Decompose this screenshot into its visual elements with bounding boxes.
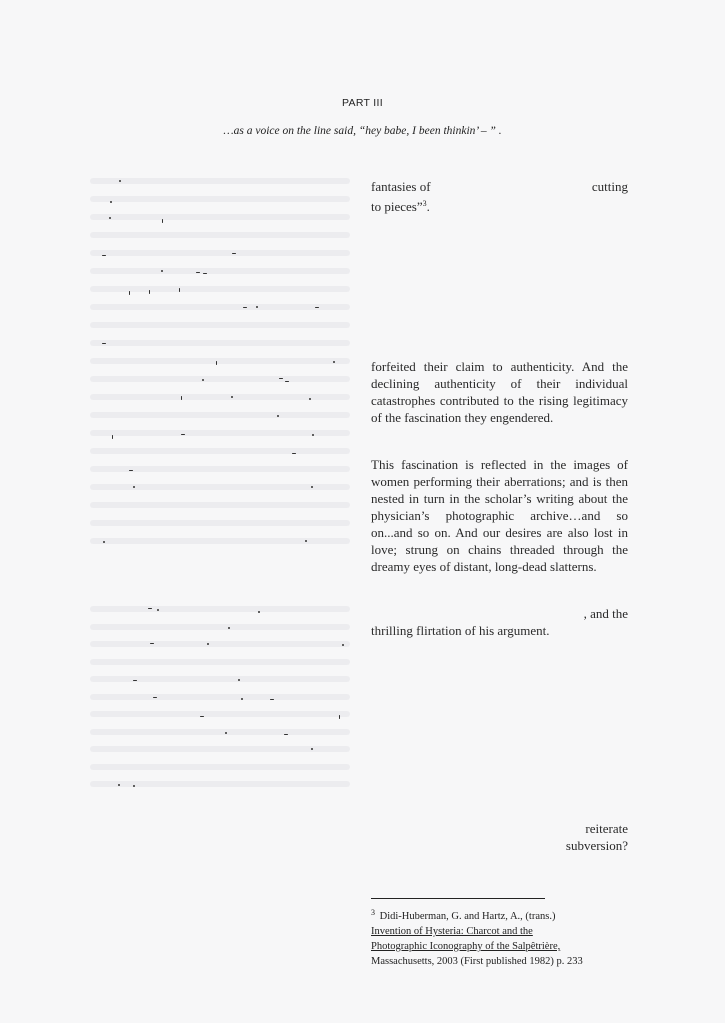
erased-text-block-lower: [90, 600, 350, 800]
erased-line: [90, 232, 350, 238]
residual-ink-speck: [133, 486, 135, 488]
footnote-divider: [371, 898, 545, 899]
part-title: PART III: [342, 97, 383, 109]
fascination-paragraph: This fascination is reflected in the images of women performing their aberrations; and is then nested in turn in the scholar’s writing about the physician’s photographic archive…and so on...and so on. And our desires are also lost in love; strung on chains threaded through the dreamy eyes of distant, long-dead slatterns.: [371, 457, 628, 574]
residual-ink-speck: [284, 734, 288, 735]
residual-ink-speck: [231, 396, 233, 398]
residual-ink-speck: [149, 290, 150, 294]
forfeited-paragraph: forfeited their claim to authenticity. And the declining authenticity of their individual catastrophes contributed to the rising legitimacy of the fascination they engendered.: [371, 359, 628, 425]
residual-ink-speck: [279, 378, 283, 379]
residual-ink-speck: [179, 288, 180, 292]
erased-line: [90, 376, 350, 382]
footnote-publication: Massachusetts, 2003 (First published 1982) p. 233: [371, 956, 583, 967]
residual-ink-speck: [109, 217, 111, 219]
residual-ink-speck: [150, 643, 154, 644]
erased-line: [90, 466, 350, 472]
residual-ink-speck: [181, 396, 182, 400]
cutting-word: cutting: [591, 179, 628, 194]
erased-line: [90, 676, 350, 682]
erased-line: [90, 304, 350, 310]
residual-ink-speck: [342, 644, 344, 646]
erased-line: [90, 659, 350, 665]
footnote-title-line2: Photographic Iconography of the Salpêtrière,: [371, 941, 561, 952]
footnote-title-line1: Invention of Hysteria: Charcot and the: [371, 926, 533, 937]
erased-line: [90, 178, 350, 184]
residual-ink-speck: [133, 680, 137, 681]
pieces-period: .: [426, 199, 430, 214]
erased-line: [90, 624, 350, 630]
residual-ink-speck: [202, 379, 204, 381]
residual-ink-speck: [129, 470, 133, 471]
subversion-word: subversion?: [565, 838, 628, 853]
erased-line: [90, 340, 350, 346]
residual-ink-speck: [161, 270, 163, 272]
residual-ink-speck: [225, 732, 227, 734]
erased-line: [90, 412, 350, 418]
residual-ink-speck: [119, 180, 121, 182]
erased-line: [90, 430, 350, 436]
erased-line: [90, 694, 350, 700]
erased-line: [90, 322, 350, 328]
residual-ink-speck: [216, 361, 217, 365]
residual-ink-speck: [277, 415, 279, 417]
erased-text-block-upper: [90, 172, 350, 554]
residual-ink-speck: [333, 361, 335, 363]
residual-ink-speck: [207, 643, 209, 645]
erased-line: [90, 268, 350, 274]
residual-ink-speck: [153, 697, 157, 698]
epigraph: …as a voice on the line said, “hey babe, I been thinkin’ – ” .: [223, 125, 502, 137]
residual-ink-speck: [258, 611, 260, 613]
erased-line: [90, 781, 350, 787]
residual-ink-speck: [285, 381, 289, 382]
residual-ink-speck: [238, 679, 240, 681]
residual-ink-speck: [270, 699, 274, 700]
residual-ink-speck: [292, 453, 296, 454]
flirtation-paragraph: [371, 605, 628, 639]
pieces-text: to pieces”: [371, 199, 423, 214]
residual-ink-speck: [315, 307, 319, 308]
residual-ink-speck: [241, 698, 243, 700]
residual-ink-speck: [162, 219, 163, 223]
residual-ink-speck: [102, 255, 106, 256]
residual-ink-speck: [133, 785, 135, 787]
residual-ink-speck: [102, 343, 106, 344]
erased-line: [90, 606, 350, 612]
residual-ink-speck: [256, 306, 258, 308]
erased-line: [90, 764, 350, 770]
residual-ink-speck: [309, 398, 311, 400]
and-the-line: , and the: [583, 606, 628, 621]
residual-ink-speck: [232, 253, 236, 254]
erased-line: [90, 250, 350, 256]
footnote-authors: Didi-Huberman, G. and Hartz, A., (trans.): [379, 911, 556, 922]
erased-line: [90, 448, 350, 454]
residual-ink-speck: [200, 716, 204, 717]
residual-ink-speck: [243, 307, 247, 308]
residual-ink-speck: [157, 609, 159, 611]
fantasies-paragraph: [371, 178, 628, 215]
residual-ink-speck: [305, 540, 307, 542]
footnote-reference: 3: [422, 199, 427, 208]
erased-line: [90, 729, 350, 735]
erased-line: [90, 214, 350, 220]
thrilling-line: thrilling flirtation of his argument.: [371, 623, 550, 638]
residual-ink-speck: [311, 748, 313, 750]
residual-ink-speck: [148, 608, 152, 609]
erased-line: [90, 394, 350, 400]
erased-line: [90, 196, 350, 202]
reiterate-word: reiterate: [585, 821, 628, 836]
residual-ink-speck: [110, 201, 112, 203]
footnote: [371, 905, 631, 969]
residual-ink-speck: [312, 434, 314, 436]
footnote-number: 3: [371, 908, 375, 917]
residual-ink-speck: [118, 784, 120, 786]
erased-line: [90, 641, 350, 647]
residual-ink-speck: [103, 541, 105, 543]
residual-ink-speck: [181, 434, 185, 435]
erased-line: [90, 520, 350, 526]
residual-ink-speck: [112, 435, 113, 439]
reiterate-paragraph: [371, 820, 628, 854]
erased-line: [90, 502, 350, 508]
residual-ink-speck: [196, 272, 200, 273]
erased-line: [90, 711, 350, 717]
fantasies-word: fantasies of: [371, 179, 431, 194]
residual-ink-speck: [339, 715, 340, 719]
residual-ink-speck: [129, 291, 130, 295]
residual-ink-speck: [311, 486, 313, 488]
erased-line: [90, 538, 350, 544]
residual-ink-speck: [228, 627, 230, 629]
residual-ink-speck: [203, 273, 207, 274]
erased-line: [90, 358, 350, 364]
